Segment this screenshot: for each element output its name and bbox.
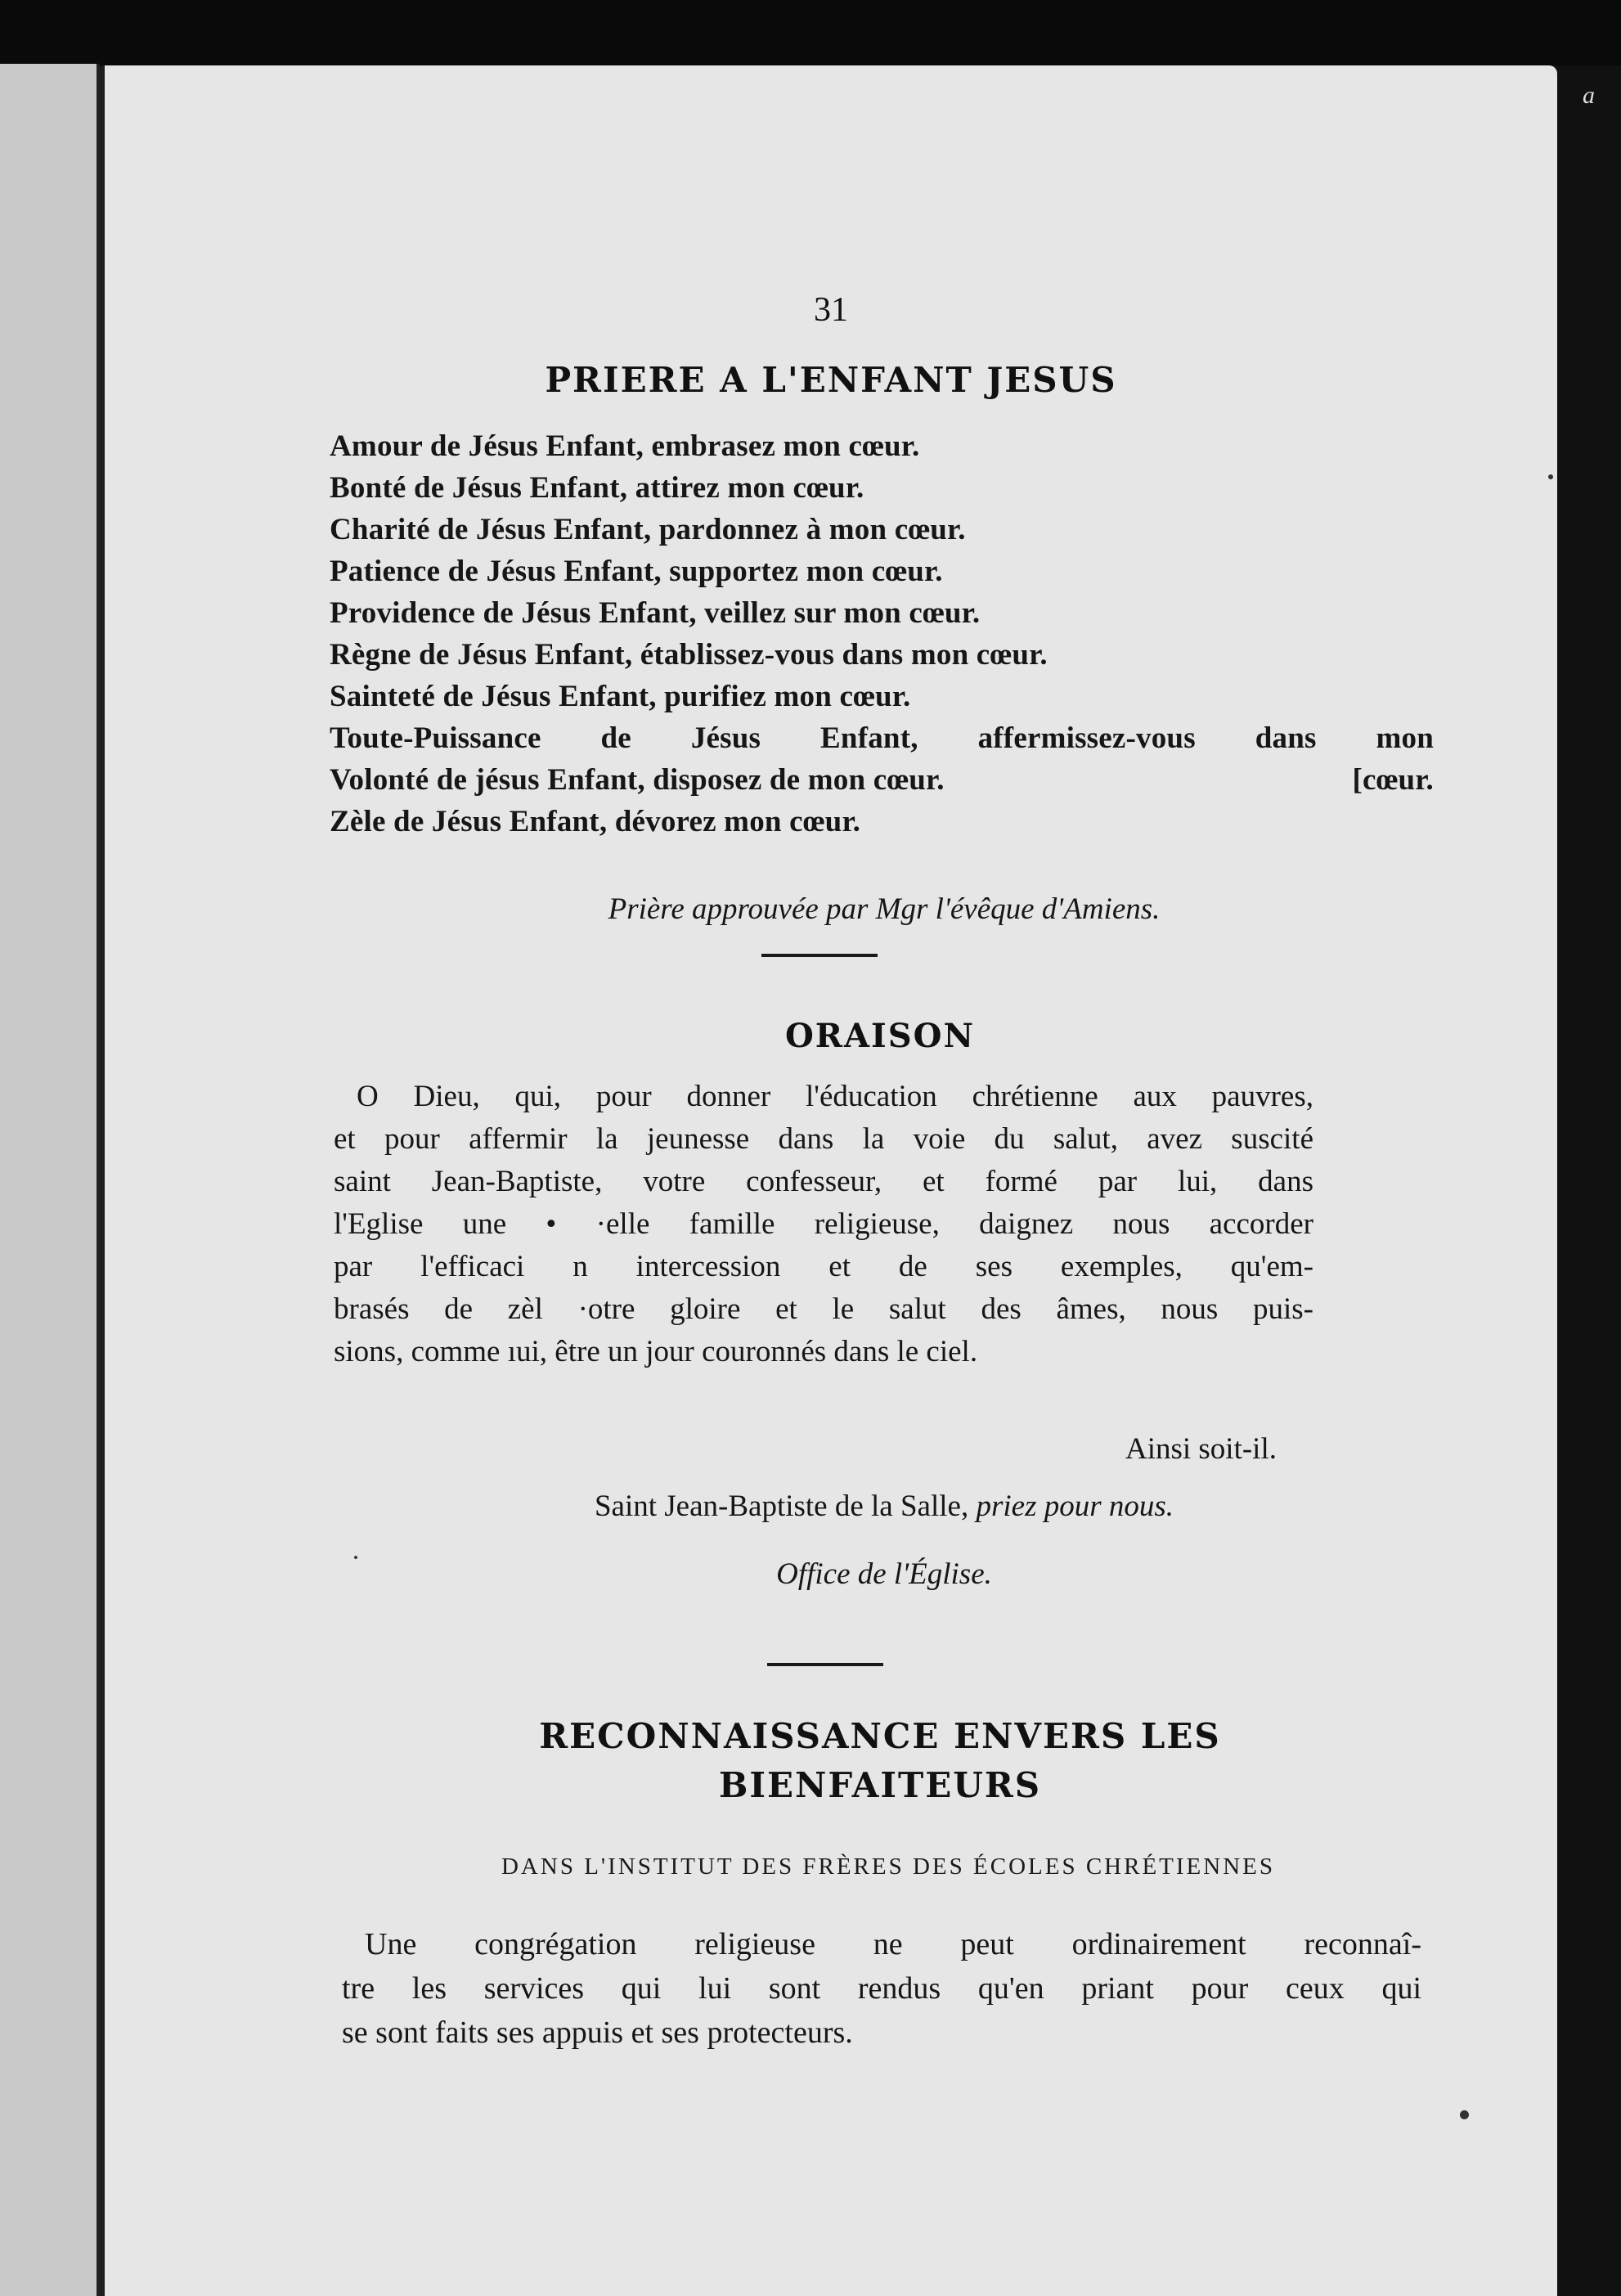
saint-prayer: priez pour nous. <box>976 1489 1174 1523</box>
section-divider <box>761 954 878 957</box>
paragraph-line: sions, comme ıui, être un jour couronnés dans le ciel. <box>334 1335 978 1368</box>
paragraph-line: Une congrégation religieuse ne peut ordinairement reconnaî- <box>365 1927 1421 1961</box>
paper-speck <box>1460 2110 1469 2119</box>
paragraph-line: et pour affermir la jeunesse dans la voie du salut, avez suscité <box>334 1122 1313 1156</box>
reconnaissance-title <box>105 1712 1557 1810</box>
paragraph-line: par l'efficaci n intercession et de ses exemples, qu'em- <box>334 1250 1313 1283</box>
paragraph-line: l'Eglise une • ·elle famille religieuse, daignez nous accorder <box>334 1207 1313 1241</box>
paper-speck <box>354 1556 357 1559</box>
oraison-paragraph <box>334 1076 1313 1373</box>
invocation-line: Volonté de jésus Enfant, disposez de mon cœur. <box>330 763 945 797</box>
saint-name: Saint Jean-Baptiste de la Salle, <box>594 1489 969 1523</box>
paragraph-line: O Dieu, qui, pour donner l'éducation chrétienne aux pauvres, <box>357 1080 1313 1113</box>
oraison-title: ORAISON <box>784 1017 976 1055</box>
invocation-line: Providence de Jésus Enfant, veillez sur mon cœur. <box>330 596 981 630</box>
invocation-line: Règne de Jésus Enfant, établissez-vous dans mon cœur. <box>330 638 1048 672</box>
reconnaissance-paragraph <box>342 1922 1421 2055</box>
facing-page-edge <box>0 64 100 2296</box>
office-source: Office de l'Église. <box>776 1557 992 1591</box>
invocation-line: Amour de Jésus Enfant, embrasez mon cœur. <box>330 429 920 463</box>
invocation-line: Toute-Puissance de Jésus Enfant, affermissez-vous dans mon <box>330 721 1434 755</box>
institut-subtitle: DANS L'INSTITUT DES FRÈRES DES ÉCOLES CHRÉTIENNES <box>501 1853 1275 1880</box>
saint-invocation <box>105 1489 1557 1524</box>
prayer-title: PRIERE A L'ENFANT JESUS <box>545 360 1117 400</box>
invocation-row <box>330 759 1434 801</box>
paragraph-line: tre les services qui lui sont rendus qu'en priant pour ceux qui <box>342 1971 1421 2006</box>
invocation-line: Charité de Jésus Enfant, pardonnez à mon cœur. <box>330 513 966 546</box>
invocation-line: Bonté de Jésus Enfant, attirez mon cœur. <box>330 471 864 505</box>
paper-speck <box>1548 474 1553 479</box>
page-number: 31 <box>814 291 848 329</box>
title-line: RECONNAISSANCE ENVERS LES <box>539 1716 1221 1756</box>
invocation-list <box>330 425 1434 842</box>
section-divider <box>767 1663 883 1666</box>
edge-mark: a <box>1583 82 1595 109</box>
paragraph-line: saint Jean-Baptiste, votre confesseur, et formé par lui, dans <box>334 1165 1313 1198</box>
approval-note: Prière approuvée par Mgr l'évêque d'Amiens. <box>608 892 1161 926</box>
invocation-line: Patience de Jésus Enfant, supportez mon cœur. <box>330 555 943 588</box>
paragraph-line: brasés de zèl ·otre gloire et le salut des âmes, nous puis- <box>334 1292 1313 1326</box>
title-line: BIENFAITEURS <box>718 1765 1042 1805</box>
invocation-line: Sainteté de Jésus Enfant, purifiez mon cœur. <box>330 680 911 713</box>
scan-right-border <box>1551 65 1621 2296</box>
book-page <box>100 65 1557 2296</box>
amen-line: Ainsi soit-il. <box>1125 1432 1277 1466</box>
overflow-word: [cœur. <box>1352 763 1434 797</box>
paragraph-line: se sont faits ses appuis et ses protecteurs. <box>342 2015 853 2050</box>
invocation-line: Zèle de Jésus Enfant, dévorez mon cœur. <box>330 805 861 838</box>
